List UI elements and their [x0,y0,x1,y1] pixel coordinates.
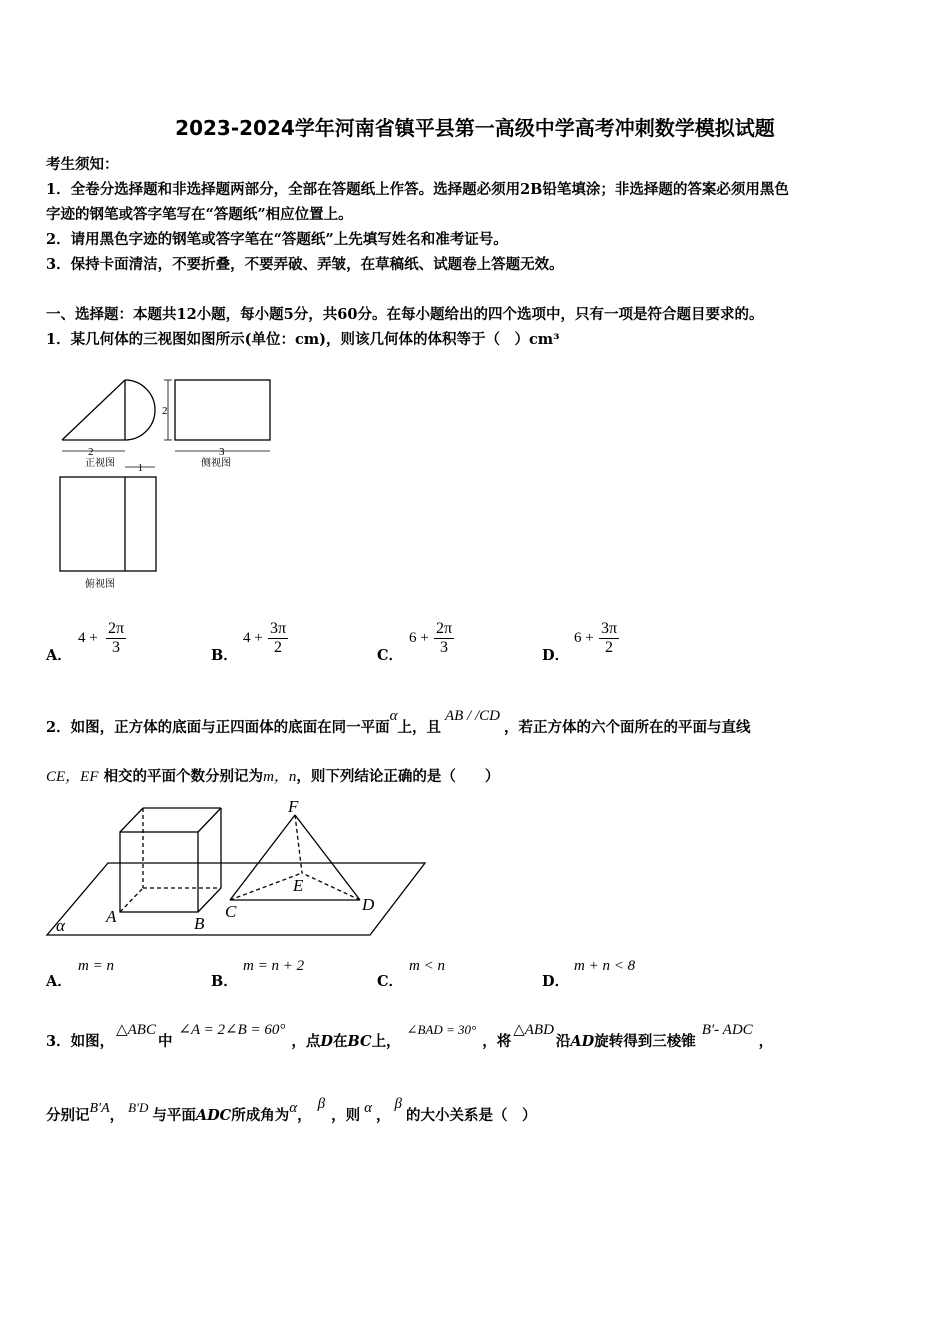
notice-heading: 考生须知： [46,156,119,173]
q2-cube-tetrahedron-figure [40,795,435,940]
q3-stem-line2: 分别记B′A， B′D 与平面ADC所成角为α，β，则 α ，β的大小关系是（ ） [46,1096,537,1124]
q1-option-d[interactable]: D． 6 + $\frac{3\pi}{2}$ [542,620,618,664]
q2-option-c[interactable]: C． m < n [377,958,445,990]
q1-option-c[interactable]: C． 6 + $\frac{2\pi}{3}$ [377,620,453,664]
notice-item-1a: 1．全卷分选择题和非选择题两部分，全部在答题纸上作答。选择题必须用2B铅笔填涂；非选择题的答案必须用黑色 [46,181,789,198]
dim-side-width: 3 [219,446,225,458]
dim-side-height: 2 [162,405,168,417]
q1-three-view-figure [55,373,280,593]
q2-option-a[interactable]: A． m = n [46,958,114,990]
section-heading: 一、选择题：本题共12小题，每小题5分，共60分。在每小题给出的四个选项中，只有一项是符合题目要求的。 [46,306,764,323]
point-d-label: D [362,895,375,914]
point-f-label: F [288,797,299,816]
label-top-view: 俯视图 [85,579,115,590]
point-a-label: A [106,907,117,926]
q1-stem: 1．某几何体的三视图如图所示(单位：cm)，则该几何体的体积等于（ ）cm³ [46,331,560,348]
dim-top-offset: 1 [138,463,143,474]
point-c-label: C [225,902,237,921]
point-e-label: E [293,876,304,895]
q1-option-a[interactable]: A． 4 + $\frac{2\pi}{3}$ [46,620,125,664]
q2-stem-line2: CE，EF 相交的平面个数分别记为m，n，则下列结论正确的是（ ） [46,768,500,785]
notice-item-2: 2．请用黑色字迹的钢笔或答字笔在“答题纸”上先填写姓名和准考证号。 [46,231,508,248]
dim-front-width: 2 [88,446,94,458]
q2-option-d[interactable]: D． m + n < 8 [542,958,636,990]
label-front-view: 正视图 [85,458,115,469]
point-b-label: B [194,914,205,933]
page-title: 2023-2024学年河南省镇平县第一高级中学高考冲刺数学模拟试题 [175,116,775,140]
q3-stem-line1: 3．如图，△ABC中∠A = 2∠B = 60°，点D在BC上，∠BAD = 30°，将△ABD沿AD旋转得到三棱锥B′- ADC， [46,1022,774,1050]
q2-stem-line1: 2．如图，正方体的底面与正四面体的底面在同一平面α上，且AB / /CD，若正方体的六个面所在的平面与直线 [46,708,751,736]
q2-option-b[interactable]: B． m = n + 2 [211,958,305,990]
label-side-view: 侧视图 [201,458,231,469]
q1-option-b[interactable]: B． 4 + $\frac{3\pi}{2}$ [211,620,287,664]
plane-alpha-label: α [56,916,65,935]
notice-item-3: 3．保持卡面清洁，不要折叠，不要弄破、弄皱，在草稿纸、试题卷上答题无效。 [46,256,564,273]
notice-item-1b: 字迹的钢笔或答字笔写在“答题纸”相应位置上。 [46,206,353,223]
